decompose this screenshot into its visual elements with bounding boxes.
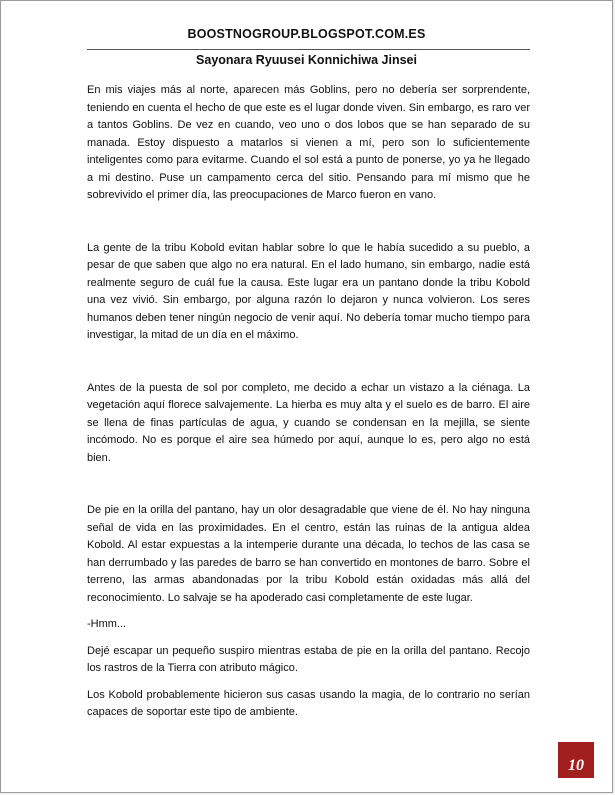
page-number: 10: [568, 757, 584, 774]
paragraph-5: -Hmm...: [87, 618, 127, 630]
site-header: BOOSTNOGROUP.BLOGSPOT.COM.ES: [187, 27, 426, 41]
body-text: [87, 82, 530, 722]
header-divider: [87, 49, 530, 50]
paragraph-3: Antes de la puesta de sol por completo, me decido a echar un vistazo a la ciénaga. La vegetación aquí florece salvajemente. La hierba es muy alta y el suelo es de barro. El aire se llena de finas partículas de agua, y cuando se condensan en la mejilla, se siente incómodo. No es porque el aire sea húmedo por aquí, aunque lo es, pero algo no está bien.: [87, 381, 530, 464]
paragraph-4: De pie en la orilla del pantano, hay un olor desagradable que viene de él. No hay ninguna señal de vida en las proximidades. En el centro, están las ruinas de la antigua aldea Kobold. Al estar expuestas a la intemperie durante una década, lo techos de las casa se han derrumbado y las paredes de barro se han convertido en montones de barro. Sobre el terreno, las armas abandonadas por la tribu Kobold están oxidadas más allá del reconocimiento. Lo salvaje se ha apoderado casi completamente de este lugar.: [87, 504, 530, 604]
document-title: Sayonara Ryuusei Konnichiwa Jinsei: [196, 53, 417, 67]
page-number-badge: [558, 742, 594, 778]
paragraph-1: En mis viajes más al norte, aparecen más Goblins, pero no debería ser sorprendente, teniendo en cuenta el hecho de que este es el lugar donde viven. Sin embargo, es raro ver a tantos Goblins. De vez en cuando, veo uno o dos lobos que se han separado de su manada. Estoy dispuesto a matarlos si vienen a mí, pero son lo suficientemente inteligentes como para evitarme. Cuando el sol está a punto de ponerse, yo ya he llegado a mi destino. Puse un campamento cerca del sitio. Pensando para mí mismo que he sobrevivido el primer día, las preocupaciones de Marco fueron en vano.: [87, 84, 530, 201]
paragraph-6: Dejé escapar un pequeño suspiro mientras estaba de pie en la orilla del pantano. Recojo los rastros de la Tierra con atributo mágico.: [87, 644, 530, 674]
paragraph-7: Los Kobold probablemente hicieron sus casas usando la magia, de lo contrario no serían capaces de soportar este tipo de ambiente.: [87, 688, 530, 718]
paragraph-2: La gente de la tribu Kobold evitan hablar sobre lo que le había sucedido a su pueblo, a pesar de que saben que algo no era natural. En el lado humano, sin embargo, nadie está realmente seguro de cuál fue la causa. Este lugar era un pantano donde la tribu Kobold una vez vivió. Sin embargo, por alguna razón lo dejaron y nunca volvieron. Los seres humanos deben tener ningún negocio de venir aquí. No debería tomar mucho tiempo para investigar, la mitad de un día en el máximo.: [87, 241, 530, 341]
